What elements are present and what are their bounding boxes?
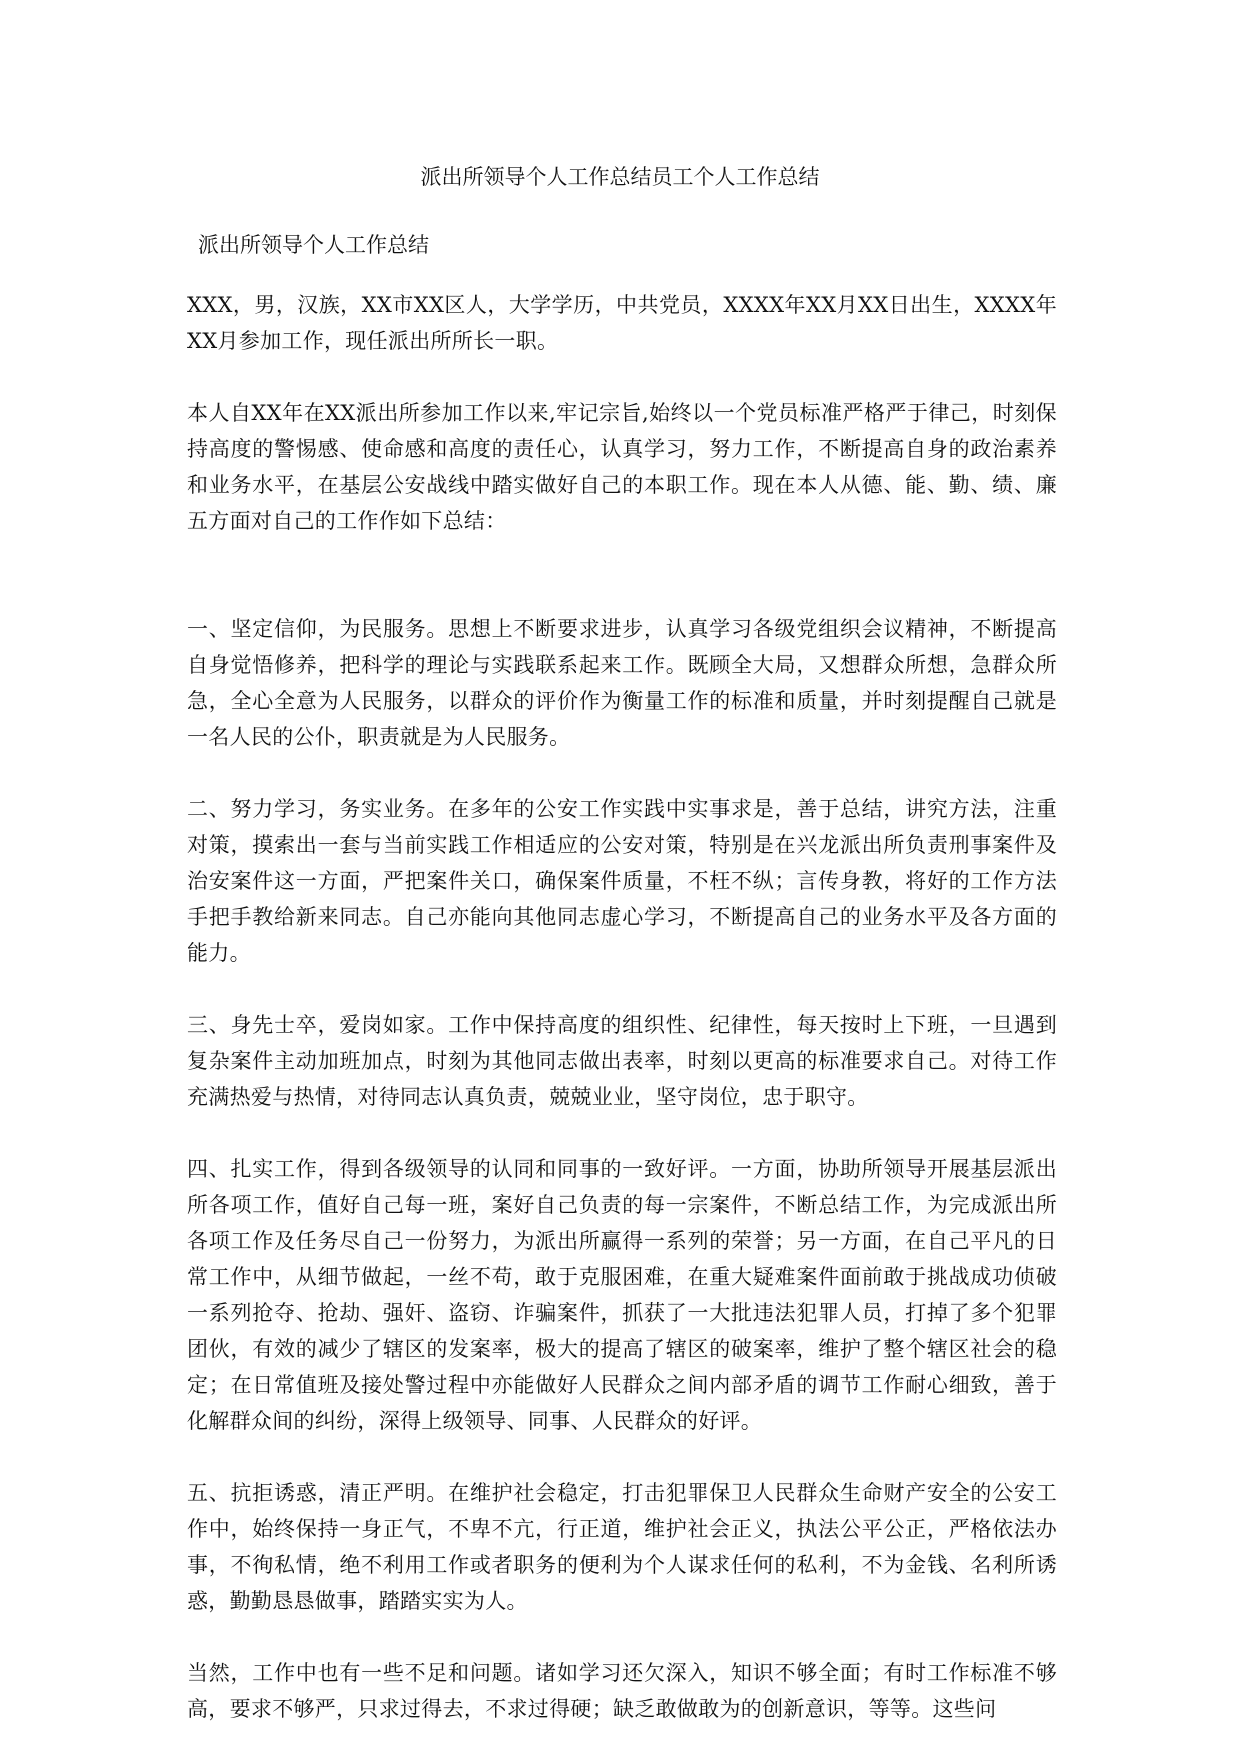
paragraph-section-1: 一、坚定信仰，为民服务。思想上不断要求进步，认真学习各级党组织会议精神，不断提高自身觉悟修养，把科学的理论与实践联系起来工作。既顾全大局，又想群众所想，急群众所急，全心全意为人民服务，以群众的评价作为衡量工作的标准和质量，并时刻提醒自己就是一名人民的公仆，职责就是为人民服务。	[187, 617, 1057, 749]
paragraph-introduction: 本人自XX年在XX派出所参加工作以来,牢记宗旨,始终以一个党员标准严格严于律己，时刻保持高度的警惕感、使命感和高度的责任心，认真学习，努力工作，不断提高自身的政治素养和业务水平，在基层公安战线中踏实做好自己的本职工作。现在本人从德、能、勤、绩、廉五方面对自己的工作作如下总结：	[187, 401, 1057, 533]
paragraph-personal-info: XXX，男，汉族，XX市XX区人，大学学历，中共党员，XXXX年XX月XX日出生，XXXX年XX月参加工作，现任派出所所长一职。	[187, 293, 1057, 353]
paragraph-shortcomings: 当然，工作中也有一些不足和问题。诸如学习还欠深入，知识不够全面；有时工作标准不够高，要求不够严，只求过得去，不求过得硬；缺乏敢做敢为的创新意识，等等。这些问	[187, 1661, 1057, 1721]
paragraph-section-3: 三、身先士卒，爱岗如家。工作中保持高度的组织性、纪律性，每天按时上下班，一旦遇到复杂案件主动加班加点，时刻为其他同志做出表率，时刻以更高的标准要求自己。对待工作充满热爱与热情，对待同志认真负责，兢兢业业，坚守岗位，忠于职守。	[187, 1013, 1057, 1109]
document-subtitle: 派出所领导个人工作总结	[198, 233, 429, 257]
document-title: 派出所领导个人工作总结员工个人工作总结	[420, 165, 820, 189]
document-body	[187, 287, 1057, 1727]
paragraph-section-4: 四、扎实工作，得到各级领导的认同和同事的一致好评。一方面，协助所领导开展基层派出所各项工作，值好自己每一班，案好自己负责的每一宗案件，不断总结工作，为完成派出所各项工作及任务尽自己一份努力，为派出所赢得一系列的荣誉；另一方面，在自己平凡的日常工作中，从细节做起，一丝不苟，敢于克服困难，在重大疑难案件面前敢于挑战成功侦破一系列抢夺、抢劫、强奸、盗窃、诈骗案件，抓获了一大批违法犯罪人员，打掉了多个犯罪团伙，有效的减少了辖区的发案率，极大的提高了辖区的破案率，维护了整个辖区社会的稳定；在日常值班及接处警过程中亦能做好人民群众之间内部矛盾的调节工作耐心细致，善于化解群众间的纠纷，深得上级领导、同事、人民群众的好评。	[187, 1157, 1057, 1433]
paragraph-section-2: 二、努力学习，务实业务。在多年的公安工作实践中实事求是，善于总结，讲究方法，注重对策，摸索出一套与当前实践工作相适应的公安对策，特别是在兴龙派出所负责刑事案件及治安案件这一方面，严把案件关口，确保案件质量，不枉不纵；言传身教，将好的工作方法手把手教给新来同志。自己亦能向其他同志虚心学习，不断提高自己的业务水平及各方面的能力。	[187, 797, 1057, 965]
paragraph-section-5: 五、抗拒诱惑，清正严明。在维护社会稳定，打击犯罪保卫人民群众生命财产安全的公安工作中，始终保持一身正气，不卑不亢，行正道，维护社会正义，执法公平公正，严格依法办事，不徇私情，绝不利用工作或者职务的便利为个人谋求任何的私利，不为金钱、名利所诱惑，勤勤恳恳做事，踏踏实实为人。	[187, 1481, 1057, 1613]
